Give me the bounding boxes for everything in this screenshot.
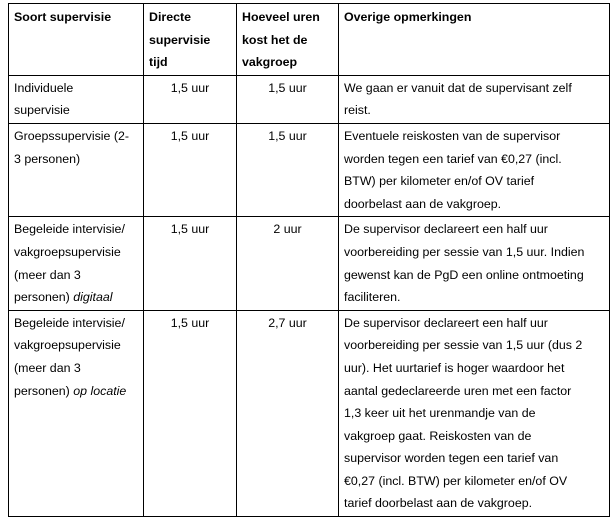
cell-remarks-line: €0,27 (incl. BTW) per kilometer en/of OV [344, 473, 568, 488]
header-direct-time-line: tijd [149, 55, 168, 70]
cell-remarks-line: We gaan er vanuit dat de supervisant zelf [344, 80, 572, 95]
cell-type-line: Individuele [14, 80, 74, 95]
cell-remarks-line: worden tegen een tarief van €0,27 (incl. [344, 151, 562, 166]
cell-type-line: Groepssupervisie (2- [14, 128, 130, 143]
cell-remarks-line: reist. [344, 103, 371, 118]
cell-remarks [339, 310, 610, 516]
cell-remarks-line: uur). Het uurtarief is hoger waardoor het [344, 360, 565, 375]
cell-type [9, 217, 144, 310]
cell-remarks-line: faciliteren. [344, 290, 401, 305]
header-hours-cost-line: kost het de [242, 32, 308, 47]
cell-remarks [339, 217, 610, 310]
header-direct-time-line: Directe [149, 10, 192, 24]
cell-type [9, 75, 144, 123]
header-direct-time [144, 4, 237, 76]
cell-type-line [14, 286, 139, 309]
header-hours-cost-line: Hoeveel uren [242, 10, 320, 24]
cell-remarks-line: voorbereiding per sessie van 1,5 uur (dus 2 [344, 338, 583, 353]
cell-type-line: (meer dan 3 [14, 360, 81, 375]
cell-type-line: Begeleide intervisie/ [14, 315, 125, 330]
cell-type-line: supervisie [14, 103, 70, 118]
cell-remarks-line: 1,3 keer uit het urenmandje van de [344, 406, 536, 421]
cell-type-text: personen) [14, 290, 70, 305]
supervision-table [8, 3, 610, 517]
cell-type-line: vakgroepsupervisie [14, 244, 121, 259]
cell-remarks-line: gewenst kan de PgD een online ontmoeting [344, 267, 584, 282]
cell-remarks-line: voorbereiding per sessie van 1,5 uur. Indien [344, 244, 585, 259]
cell-direct-time: 1,5 uur [144, 217, 237, 310]
table-row [9, 310, 610, 516]
cell-hours-cost: 1,5 uur [237, 75, 339, 123]
cell-type [9, 123, 144, 216]
cell-remarks-line: doorbelast aan de vakgroep. [344, 196, 502, 211]
cell-remarks-line: De supervisor declareert een half uur [344, 222, 548, 237]
cell-type-emphasis: digitaal [73, 290, 113, 305]
cell-remarks-line: aantal gedeclareerde uren met een factor [344, 383, 572, 398]
header-hours-cost-line: vakgroep [242, 55, 298, 70]
cell-type [9, 310, 144, 516]
cell-type-line: Begeleide intervisie/ [14, 222, 125, 237]
header-direct-time-line: supervisie [149, 32, 211, 47]
cell-type-text: personen) [14, 383, 70, 398]
cell-type-line: 3 personen) [14, 151, 81, 166]
cell-remarks [339, 75, 610, 123]
header-remarks [339, 4, 610, 76]
cell-type-line [14, 380, 139, 403]
cell-direct-time: 1,5 uur [144, 310, 237, 516]
cell-remarks-line: vakgroep gaat. Reiskosten van de [344, 428, 532, 443]
cell-type-emphasis: op locatie [73, 383, 127, 398]
cell-remarks-line: De supervisor declareert een half uur [344, 315, 548, 330]
cell-hours-cost: 2,7 uur [237, 310, 339, 516]
header-type [9, 4, 144, 76]
cell-hours-cost: 1,5 uur [237, 123, 339, 216]
cell-type-line: (meer dan 3 [14, 267, 81, 282]
cell-remarks-line: BTW) per kilometer en/of OV tarief [344, 174, 535, 189]
cell-hours-cost: 2 uur [237, 217, 339, 310]
cell-direct-time: 1,5 uur [144, 75, 237, 123]
header-type-line: Soort supervisie [14, 10, 112, 24]
table-row [9, 75, 610, 123]
cell-type-line: vakgroepsupervisie [14, 338, 121, 353]
header-hours-cost [237, 4, 339, 76]
table-row [9, 217, 610, 310]
header-remarks-line: Overige opmerkingen [344, 10, 472, 24]
table-row [9, 123, 610, 216]
table-header-row [9, 4, 610, 76]
cell-remarks [339, 123, 610, 216]
cell-direct-time: 1,5 uur [144, 123, 237, 216]
cell-remarks-line: supervisor worden tegen een tarief van [344, 451, 559, 466]
cell-remarks-line: tarief doorbelast aan de vakgroep. [344, 496, 533, 511]
cell-remarks-line: Eventuele reiskosten van de supervisor [344, 128, 561, 143]
